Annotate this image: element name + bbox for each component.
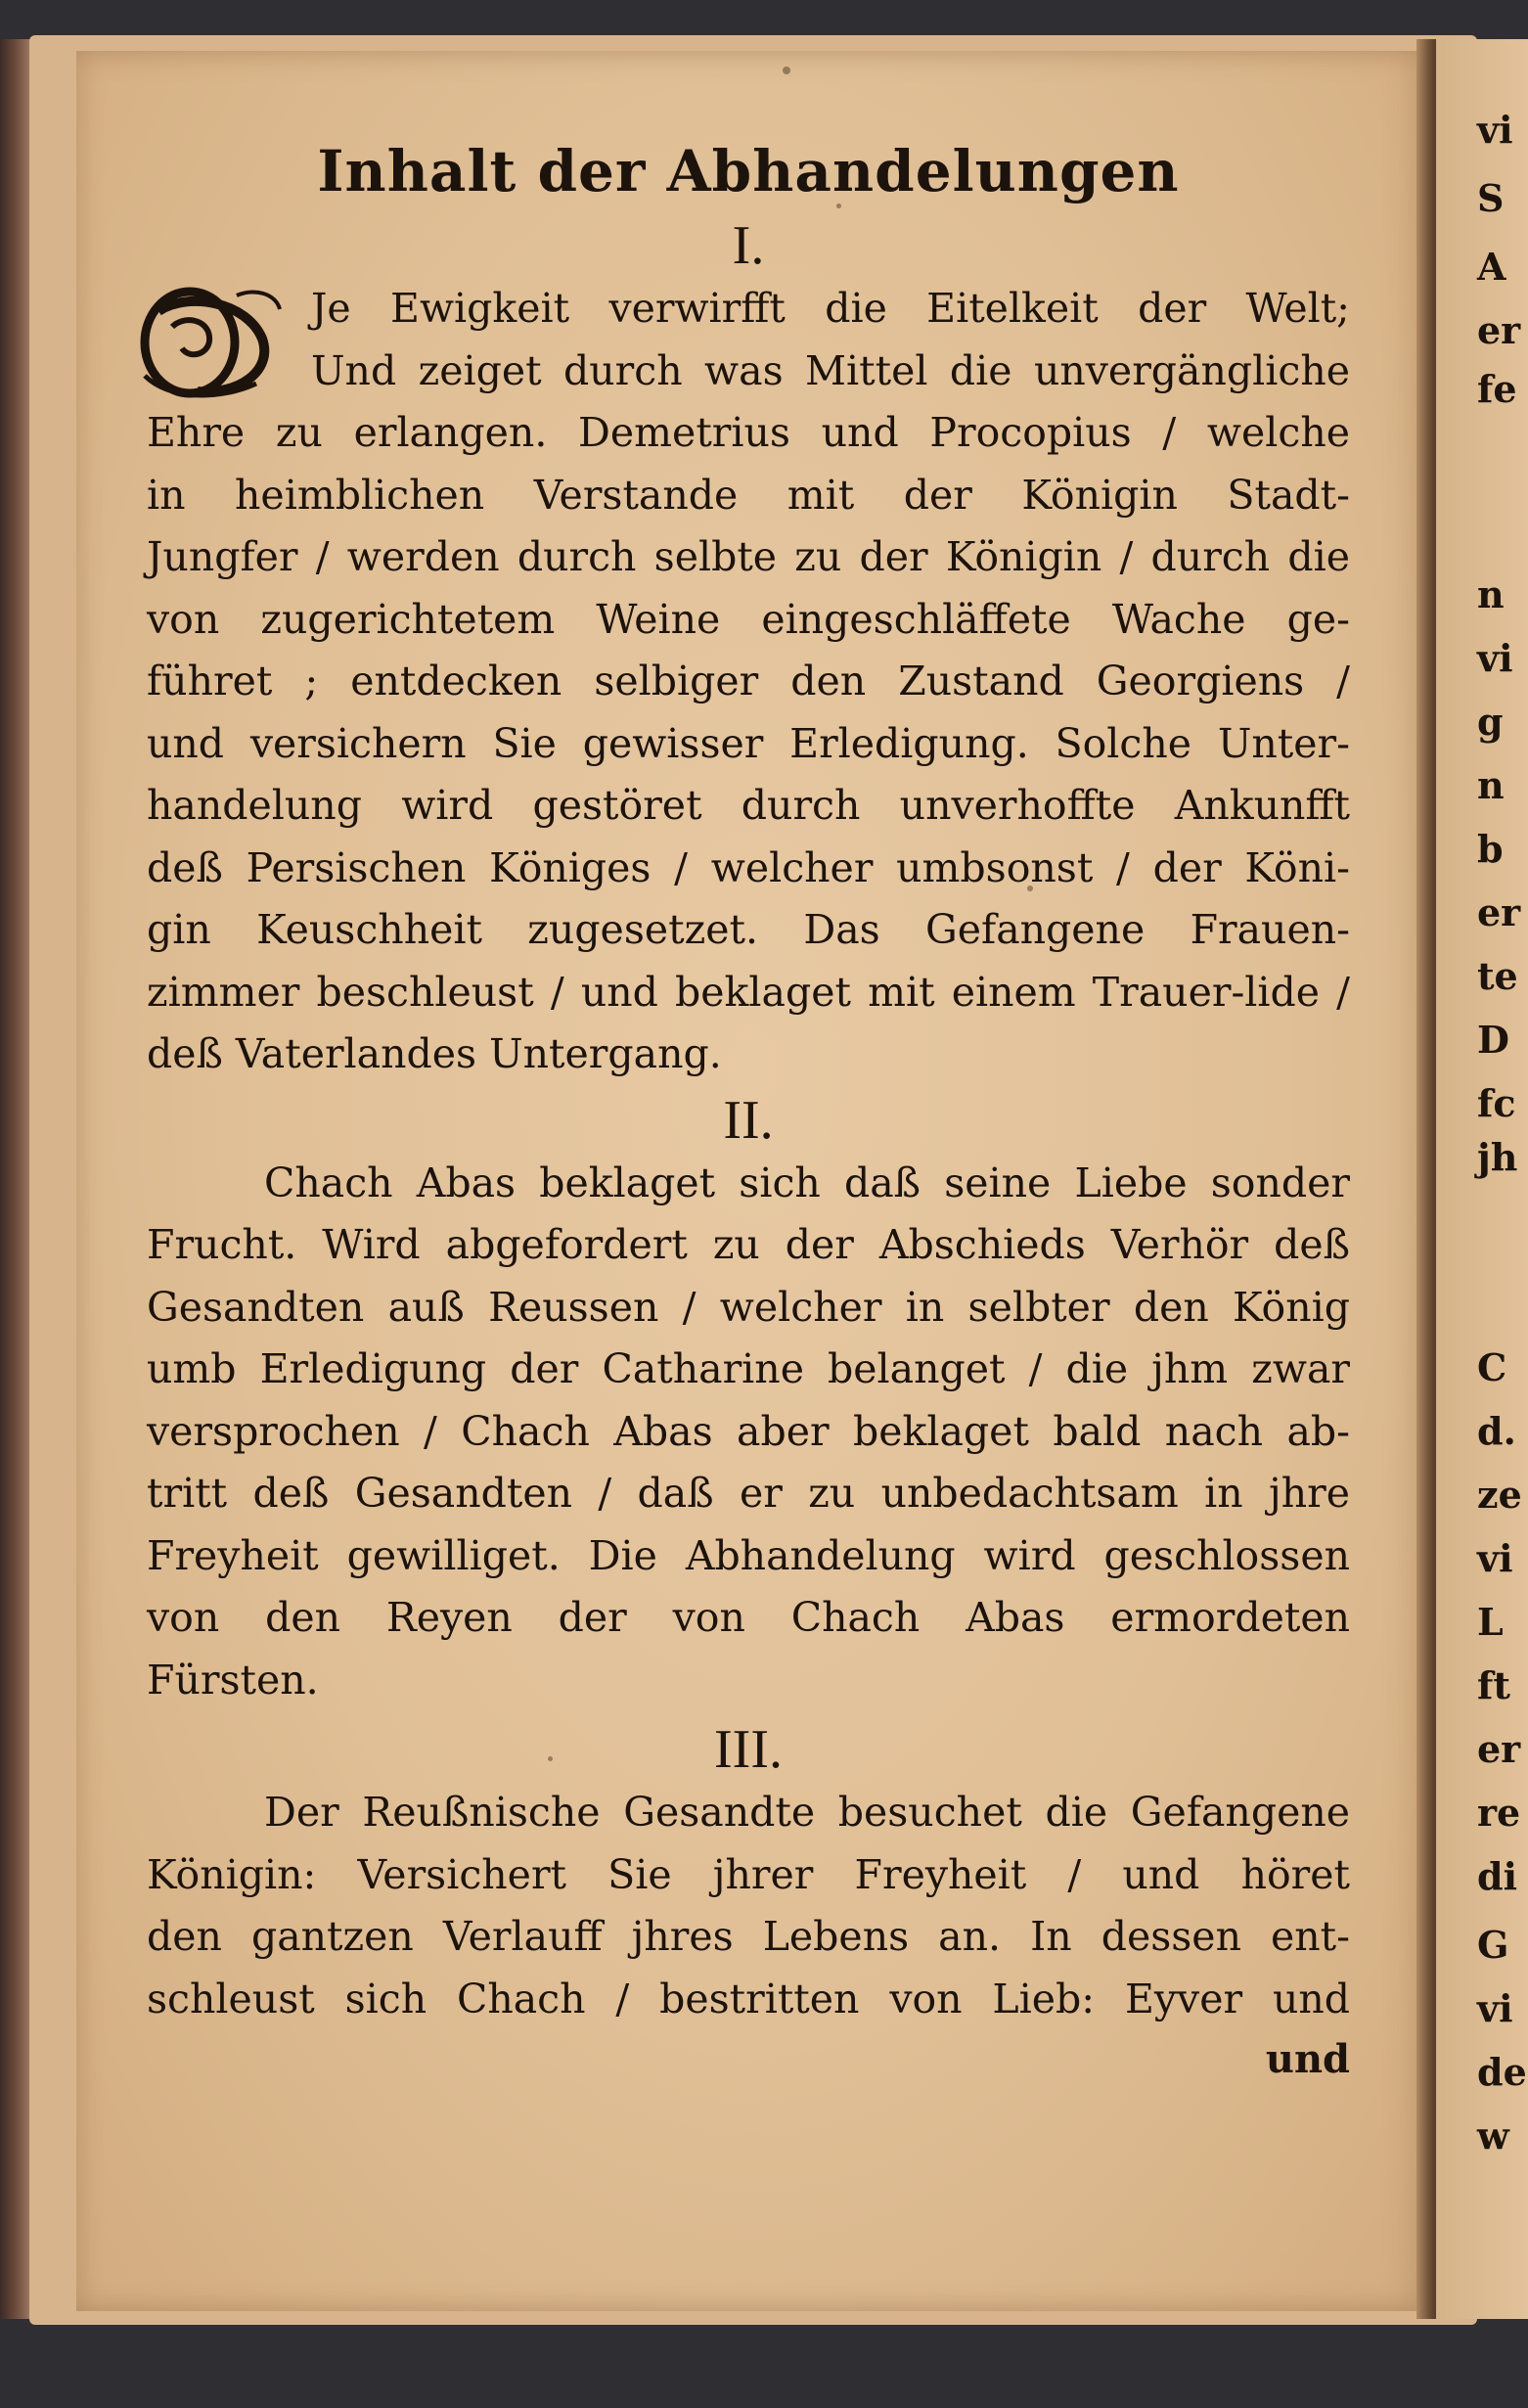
section-1 xyxy=(147,278,1350,1086)
facing-page-fragment: D xyxy=(1477,1018,1509,1062)
page-content xyxy=(147,98,1350,2089)
text-line: deß Vaterlandes Untergang. xyxy=(147,1030,722,1077)
section-numeral-2: II. xyxy=(723,1089,774,1151)
paper-speck xyxy=(783,67,790,74)
text-line: Königin: Versichert Sie jhrer Freyheit / und höret xyxy=(147,1850,1350,1898)
text-line: in heimblichen Verstande mit der Königin Stadt- xyxy=(147,471,1350,519)
text-line: Chach Abas beklaget sich daß seine Liebe sonder xyxy=(264,1159,1350,1206)
facing-page-fragment: b xyxy=(1477,827,1504,871)
facing-page-fragment: w xyxy=(1477,2113,1509,2158)
text-line: versprochen / Chach Abas aber beklaget bald nach ab- xyxy=(147,1407,1350,1455)
facing-page-fragment: vi xyxy=(1477,1536,1513,1580)
text-line: gin Keuschheit zugesetzet. Das Gefangene Frauen- xyxy=(147,906,1350,953)
facing-page-fragment: er xyxy=(1477,308,1521,352)
facing-page-fragment: C xyxy=(1477,1345,1507,1389)
text-line: Und zeiget durch was Mittel die unvergängliche xyxy=(311,346,1350,394)
text-line: Der Reußnische Gesandte besuchet die Gefangene xyxy=(264,1789,1350,1836)
text-line: von zugerichtetem Weine eingeschläffete Wache ge- xyxy=(147,595,1350,643)
text-line: tritt deß Gesandten / daß er zu unbedachtsam in jhre xyxy=(147,1470,1350,1517)
facing-page-fragment: er xyxy=(1477,890,1521,934)
facing-page-fragment: d. xyxy=(1477,1409,1516,1453)
facing-page-fragment: vi xyxy=(1477,636,1513,680)
text-line: von den Reyen der von Chach Abas ermordeten xyxy=(147,1594,1350,1641)
text-line: Fürsten. xyxy=(147,1656,319,1704)
facing-page-fragment: fc xyxy=(1477,1081,1516,1125)
text-line: Je Ewigkeit verwirfft die Eitelkeit der Welt; xyxy=(311,285,1350,332)
facing-page-fragment: G xyxy=(1477,1923,1509,1967)
ornamental-drop-cap xyxy=(139,282,286,403)
section-numeral-3: III. xyxy=(714,1719,783,1780)
facing-page-fragment: vi xyxy=(1477,108,1513,152)
section-3-text xyxy=(147,1782,1350,2030)
section-numeral-1: I. xyxy=(732,215,765,276)
text-line: führet ; entdecken selbiger den Zustand Georgiens / xyxy=(147,658,1350,704)
section-1-text xyxy=(147,278,1350,1086)
page-title: Inhalt der Abhandelungen xyxy=(317,138,1180,204)
book-gutter xyxy=(1416,39,1438,2319)
facing-page-fragment: di xyxy=(1477,1854,1518,1898)
text-line: Ehre zu erlangen. Demetrius und Procopius / welche xyxy=(147,409,1350,456)
catchword: und xyxy=(1265,2036,1350,2082)
facing-page-fragment: n xyxy=(1477,763,1505,807)
text-line: Freyheit gewilliget. Die Abhandelung wird geschlossen xyxy=(147,1531,1350,1579)
text-line: umb Erledigung der Catharine belanget / die jhm zwar xyxy=(147,1345,1350,1392)
text-line: und versichern Sie gewisser Erledigung. Solche Unter- xyxy=(147,719,1350,767)
facing-page-fragment: A xyxy=(1477,245,1506,289)
text-line: Gesandten auß Reussen / welcher in selbter den König xyxy=(147,1283,1350,1331)
text-line: schleust sich Chach / bestritten von Lieb: Eyver und xyxy=(147,1975,1350,2022)
section-2-text xyxy=(147,1153,1350,1712)
facing-page-fragment: ze xyxy=(1477,1473,1522,1517)
facing-page-fragment: L xyxy=(1477,1600,1504,1644)
facing-page-fragment: te xyxy=(1477,954,1518,998)
facing-page-fragment: fe xyxy=(1477,367,1517,411)
text-line: zimmer beschleust / und beklaget mit einem Trauer-lide / xyxy=(147,968,1350,1016)
facing-page-fragment: vi xyxy=(1477,1986,1513,2030)
facing-page-fragment: S xyxy=(1477,176,1505,220)
text-line: Frucht. Wird abgefordert zu der Abschieds Verhör deß xyxy=(147,1221,1350,1268)
facing-page-fragment: de xyxy=(1477,2050,1527,2094)
facing-page-fragment: re xyxy=(1477,1791,1521,1835)
drop-cap-d-icon xyxy=(139,282,286,403)
facing-page-fragment: ft xyxy=(1477,1663,1510,1707)
text-line: den gantzen Verlauff jhres Lebens an. In dessen ent- xyxy=(147,1913,1350,1960)
facing-page-fragment: er xyxy=(1477,1727,1521,1771)
text-line: deß Persischen Königes / welcher umbsonst / der Köni- xyxy=(147,843,1350,891)
text-line: handelung wird gestöret durch unverhoffte Ankunfft xyxy=(147,782,1350,829)
text-line: Jungfer / werden durch selbte zu der Königin / durch die xyxy=(147,533,1350,580)
facing-page-fragment: g xyxy=(1477,700,1504,744)
facing-page-fragment: jh xyxy=(1477,1135,1518,1179)
facing-page-fragment: n xyxy=(1477,572,1505,616)
